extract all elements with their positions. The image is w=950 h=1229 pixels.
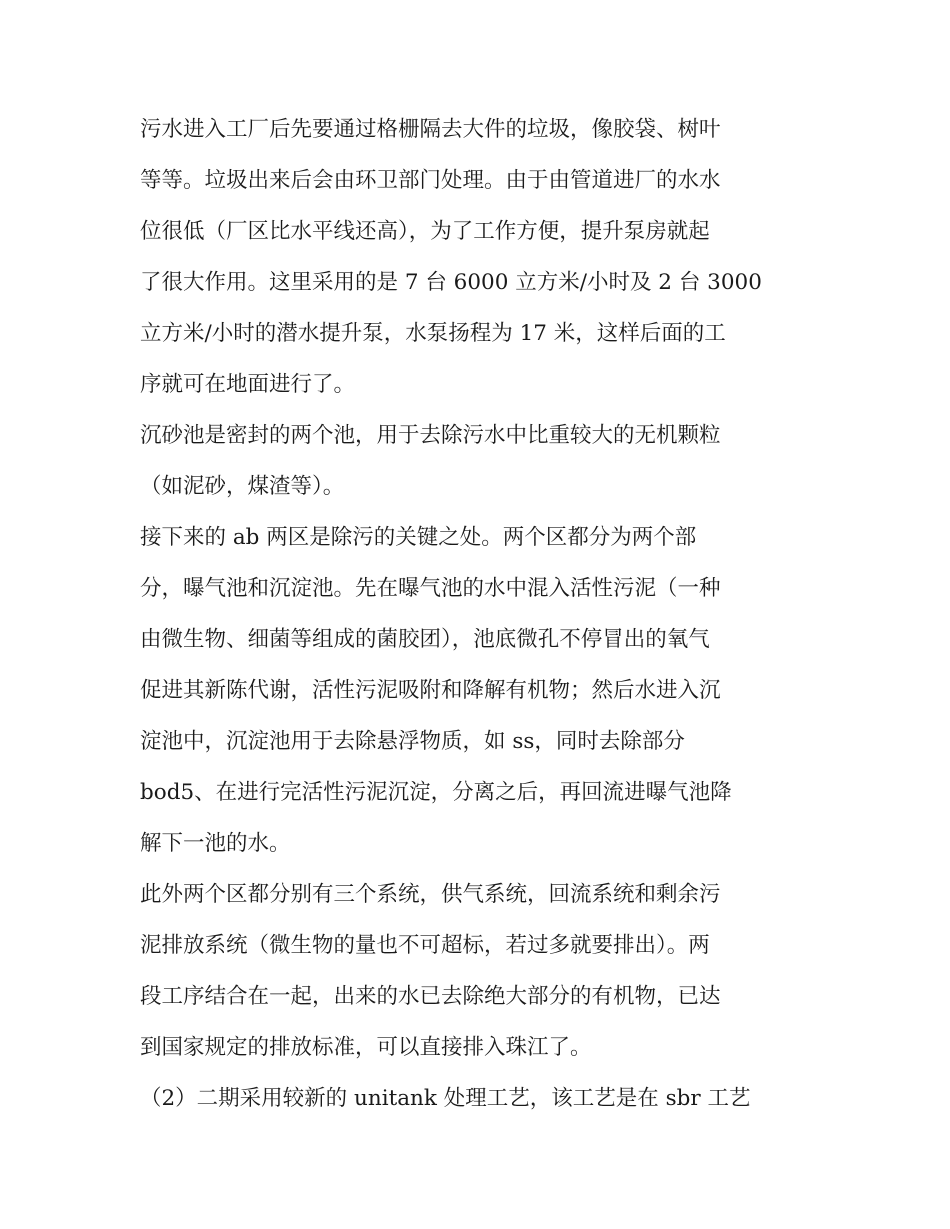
- text-line: 序就可在地面进行了。: [140, 372, 356, 397]
- text-line: 段工序结合在一起，出来的水已去除绝大部分的有机物，已达: [140, 984, 721, 1009]
- text-line: 沉砂池是密封的两个池，用于去除污水中比重较大的无机颗粒: [140, 423, 721, 448]
- text-line: 污水进入工厂后先要通过格栅隔去大件的垃圾，像胶袋、树叶: [140, 117, 721, 142]
- text-line: （2）二期采用较新的 unitank 处理工艺，该工艺是在 sbr 工艺: [140, 1086, 751, 1111]
- text-line: 立方米/小时的潜水提升泵，水泵扬程为 17 米，这样后面的工: [140, 321, 726, 346]
- text-line: 位很低（厂区比水平线还高），为了工作方便，提升泵房就起: [140, 219, 710, 244]
- text-line: 了很大作用。这里采用的是 7 台 6000 立方米/小时及 2 台 3000: [140, 270, 762, 295]
- text-line: 等等。垃圾出来后会由环卫部门处理。由于由管道进厂的水水: [140, 168, 721, 193]
- text-line: 此外两个区都分别有三个系统，供气系统，回流系统和剩余污: [140, 882, 721, 907]
- text-line: 泥排放系统（微生物的量也不可超标，若过多就要排出）。两: [140, 933, 710, 958]
- text-line: bod5、在进行完活性污泥沉淀，分离之后，再回流进曝气池降: [140, 780, 732, 805]
- text-line: 分，曝气池和沉淀池。先在曝气池的水中混入活性污泥（一种: [140, 576, 721, 601]
- text-line: （如泥砂，煤渣等）。: [140, 474, 345, 499]
- text-line: 到国家规定的排放标准，可以直接排入珠江了。: [140, 1035, 592, 1060]
- text-line: 促进其新陈代谢，活性污泥吸附和降解有机物；然后水进入沉: [140, 678, 721, 703]
- text-line: 解下一池的水。: [140, 831, 291, 856]
- text-line: 淀池中，沉淀池用于去除悬浮物质，如 ss，同时去除部分: [140, 729, 685, 754]
- text-line: 由微生物、细菌等组成的菌胶团），池底微孔不停冒出的氧气: [140, 627, 710, 652]
- text-line: 接下来的 ab 两区是除污的关键之处。两个区都分为两个部: [140, 525, 697, 550]
